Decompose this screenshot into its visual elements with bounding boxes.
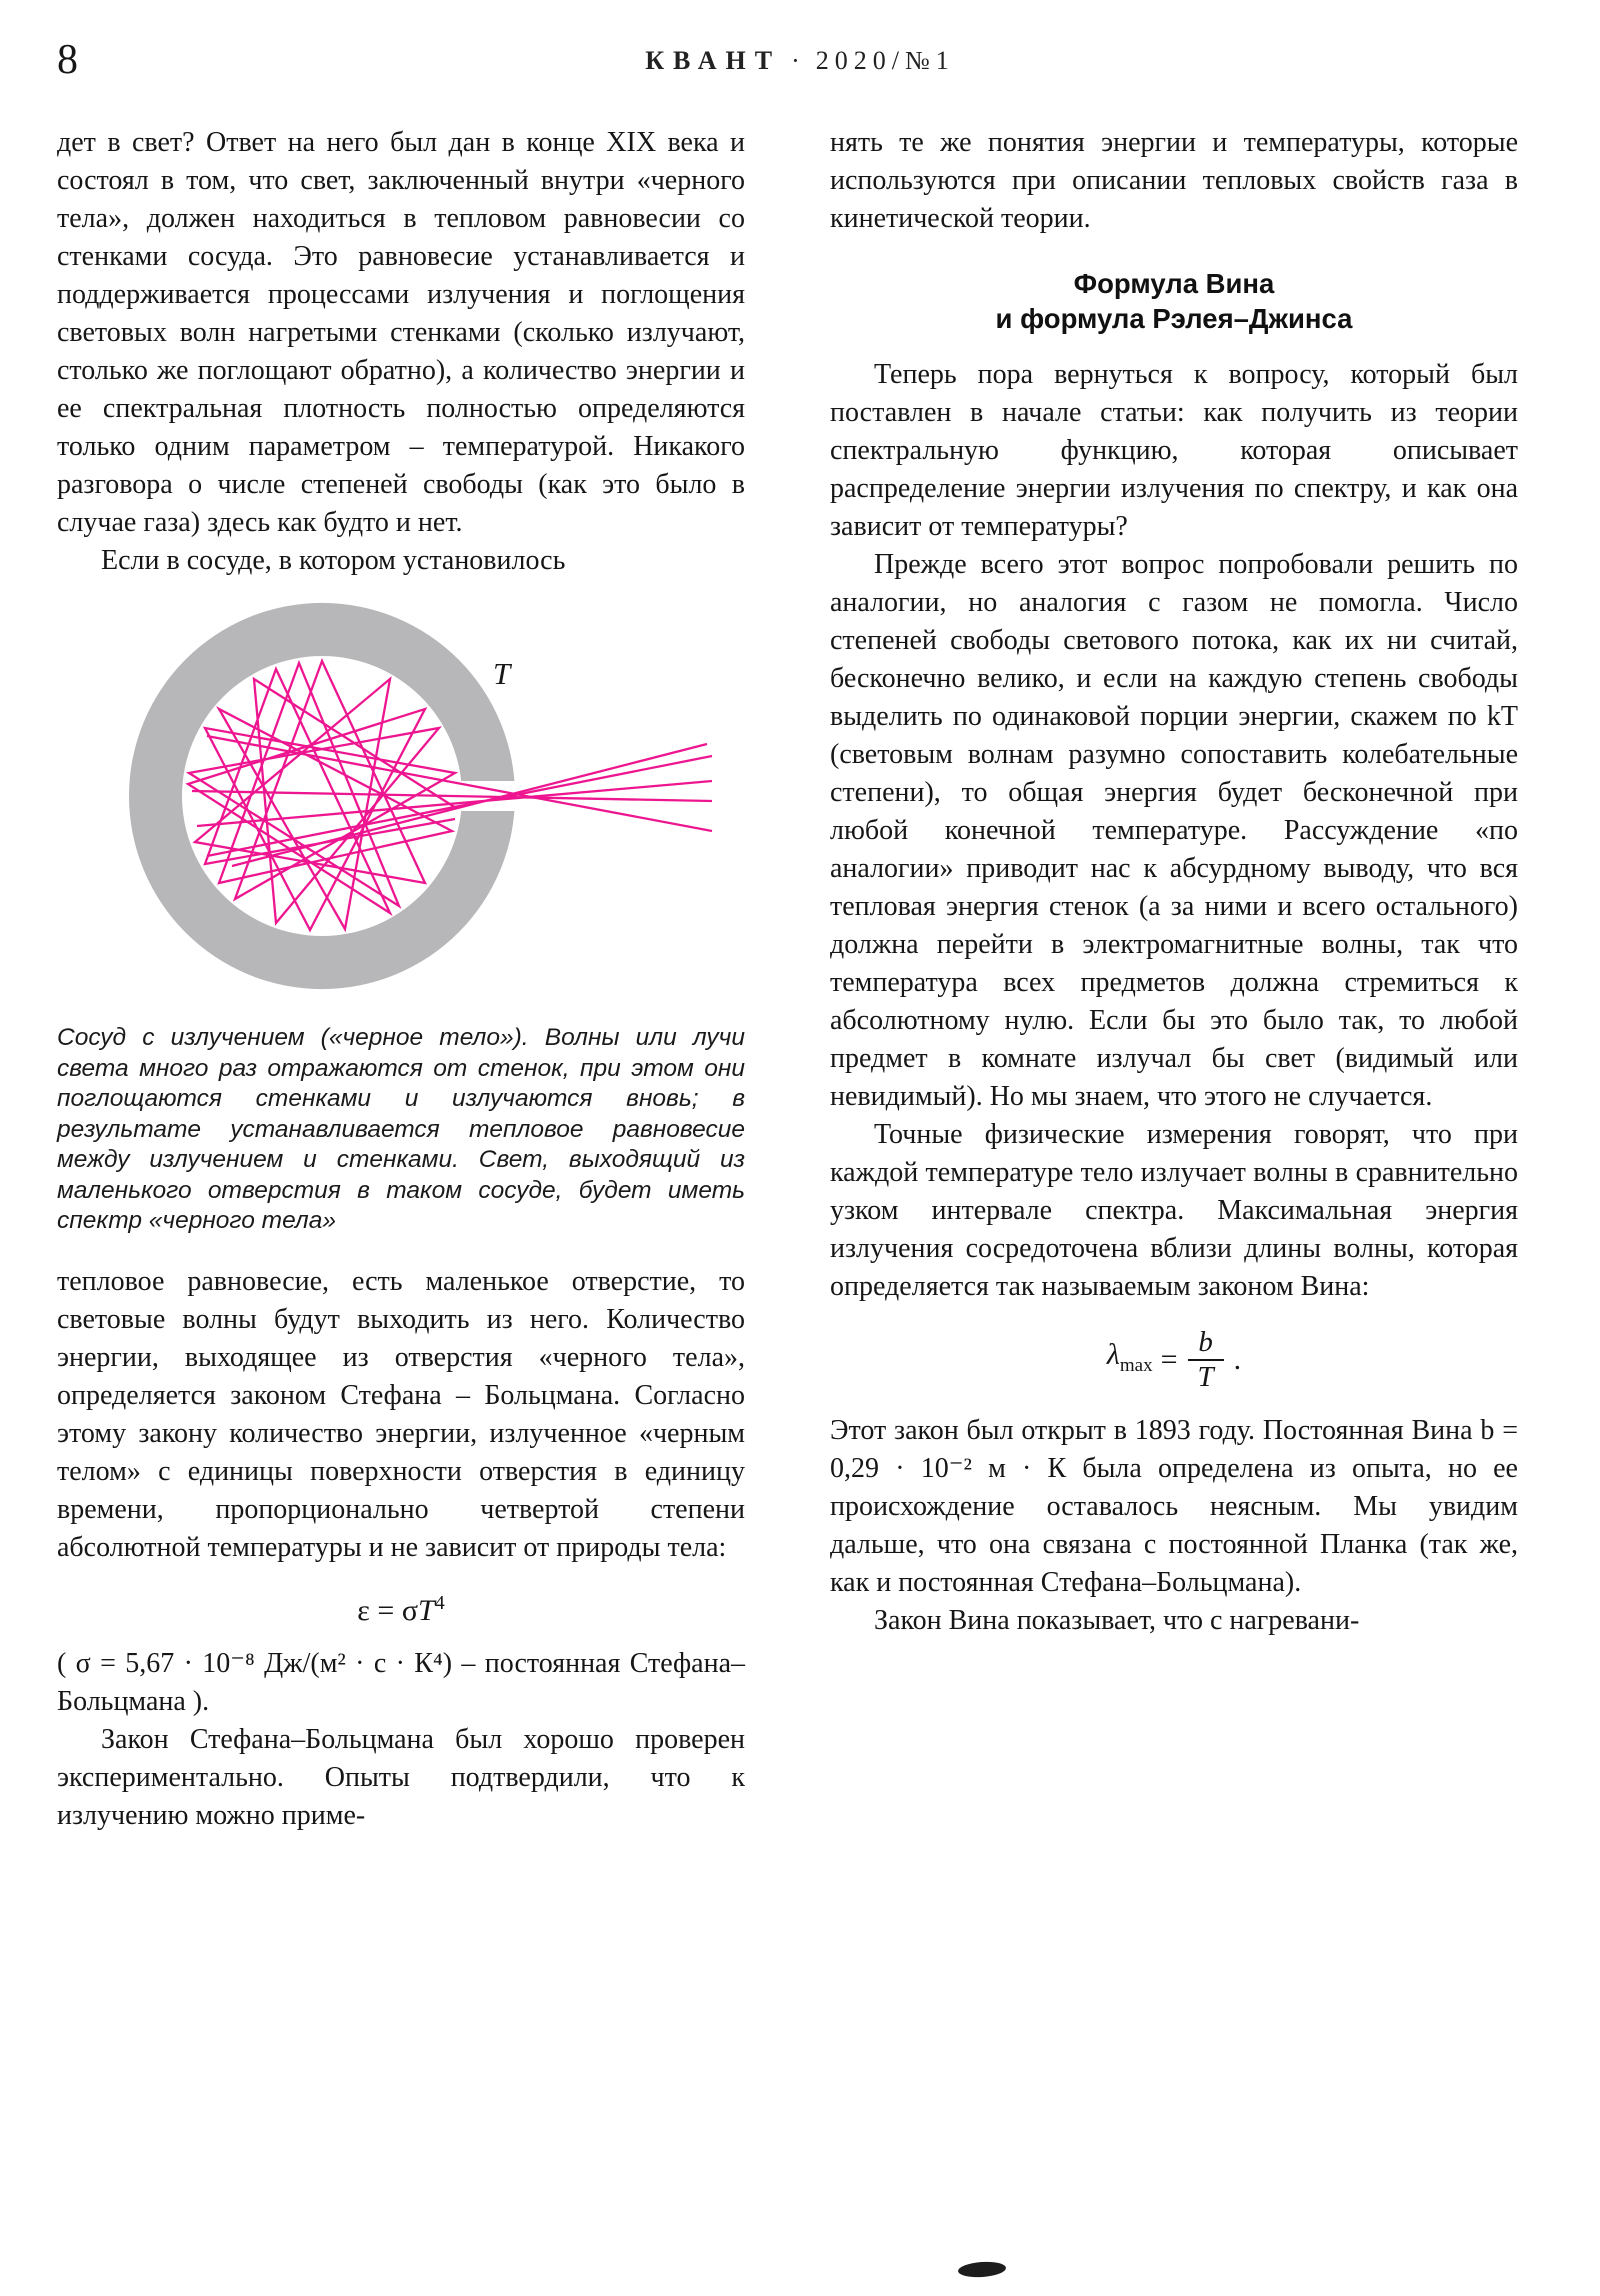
print-artifact	[958, 2260, 1007, 2278]
section-heading-line: и формула Рэлея–Джинса	[995, 303, 1353, 334]
paragraph: нять те же понятия энергии и температуры, которые используются при описании тепловых свойств газа в кинетической теории.	[830, 127, 1518, 234]
formula-equals: =	[1160, 1343, 1178, 1376]
blackbody-cavity-figure	[57, 596, 745, 1001]
formula-fraction	[1188, 1326, 1224, 1394]
formula-lambda: λ	[1106, 1337, 1120, 1371]
paragraph: Прежде всего этот вопрос попробовали решить по аналогии, но аналогия с газом не помогла. Число степеней свободы светового потока, как их ни считай, бесконечно велико, и если на каждую степень свободы выделить по одинаковой порции энергии, скажем по kT (световым волнам разумно сопоставить колебательные степени), то общая энергия будет бесконечной при любой конечной температуре. Рассуждение «по аналогии» приводит нас к абсурдному выводу, что вся тепловая энергия стенок (а за ними и всего остального) должна перейти в электромагнитные волны, так что температура всех предметов должна стремиться к абсолютному нулю. Если бы это было так, то любой предмет в комнате излучал бы свет (видимый или невидимый). Но мы знаем, что этого не случается.	[830, 549, 1518, 1112]
blackbody-figure-svg	[57, 596, 745, 996]
paragraph: Этот закон был открыт в 1893 году. Постоянная Вина b = 0,29 · 10⁻² м · К была определена из опыта, но ее происхождение оставалось неясным. Мы увидим дальше, что она связана с постоянной Планка (так же, как и постоянная Стефана–Больцмана).	[830, 1415, 1518, 1598]
temperature-label: T	[493, 656, 511, 691]
paragraph: Точные физические измерения говорят, что при каждой температуре тело излучает волны в сравнительно узком интервале спектра. Максимальная энергия излучения сосредоточена вблизи длины волны, которая определяется так называемым законом Вина:	[830, 1119, 1518, 1302]
paragraph: Закон Вина показывает, что с нагревани-	[874, 1605, 1360, 1636]
journal-title: КВАНТ	[645, 46, 782, 75]
formula-numerator: b	[1198, 1326, 1213, 1358]
formula-equals: =	[369, 1593, 402, 1627]
section-heading	[830, 266, 1518, 336]
section-heading-line: Формула Вина	[1073, 268, 1275, 299]
paragraph: тепловое равновесие, есть маленькое отверстие, то световые волны будут выходить из него. Количество энергии, выходящее из отверстия «черного тела», определяется законом Стефана – Больцмана. Согласно этому закону количество энергии, излученное «черным телом» с единицы поверхности отверстия в единицу времени, пропорционально четвертой степени абсолютной температуры и не зависит от природы тела:	[57, 1265, 745, 1563]
right-column	[830, 124, 1518, 1640]
paragraph: Закон Стефана–Больцмана был хорошо проверен экспериментально. Опыты подтвердили, что к излучению можно приме-	[57, 1723, 745, 1831]
formula-stefan-boltzmann	[57, 1583, 745, 1631]
formula-epsilon: ε	[357, 1593, 370, 1627]
formula-temperature-symbol: T	[418, 1593, 435, 1627]
formula-wien	[830, 1326, 1518, 1394]
paragraph: Если в сосуде, в котором установилось	[101, 545, 566, 576]
paragraph: Теперь пора вернуться к вопросу, который был поставлен в начале статьи: как получить из теории спектральную функцию, которая описывает распределение энергии излучения по спектру, и как она зависит от температуры?	[830, 359, 1518, 542]
formula-sigma: σ	[401, 1593, 418, 1627]
formula-period: .	[1233, 1343, 1242, 1376]
formula-exponent: 4	[434, 1591, 445, 1614]
paragraph: дет в свет? Ответ на него был дан в конце XIX века и состоял в том, что свет, заключенный внутри «черного тела», должен находиться в тепловом равновесии со стенками сосуда. Это равновесие устанавливается и поддерживается процессами излучения и поглощения световых волн нагретыми стенками (сколько излучают, столько же поглощают обратно), а количество энергии и ее спектральная плотность полностью определяются только одним параметром – температурой. Никакого разговора о числе степеней свободы (как это было в случае газа) здесь как будто и нет.	[57, 127, 745, 538]
page-number: 8	[57, 37, 78, 83]
figure-caption: Сосуд с излучением («черное тело»). Волны или лучи света много раз отражаются от стенок, при этом они поглощаются стенками и излучаются вновь; в результате устанавливается тепловое равновесие между излучением и стенками. Свет, выходящий из маленького отверстия в таком сосуде, будет иметь спектр «черного тела»	[57, 1024, 745, 1234]
issue-label: 2020/№1	[815, 46, 955, 75]
running-head-separator: ·	[791, 46, 806, 75]
paragraph: ( σ = 5,67 · 10⁻⁸ Дж/(м² · с · К⁴) – постоянная Стефана–Больцмана ).	[57, 1647, 745, 1717]
running-head	[0, 46, 1600, 76]
formula-denominator: T	[1188, 1359, 1224, 1394]
left-column	[57, 124, 745, 1835]
formula-subscript-max: max	[1119, 1354, 1153, 1376]
